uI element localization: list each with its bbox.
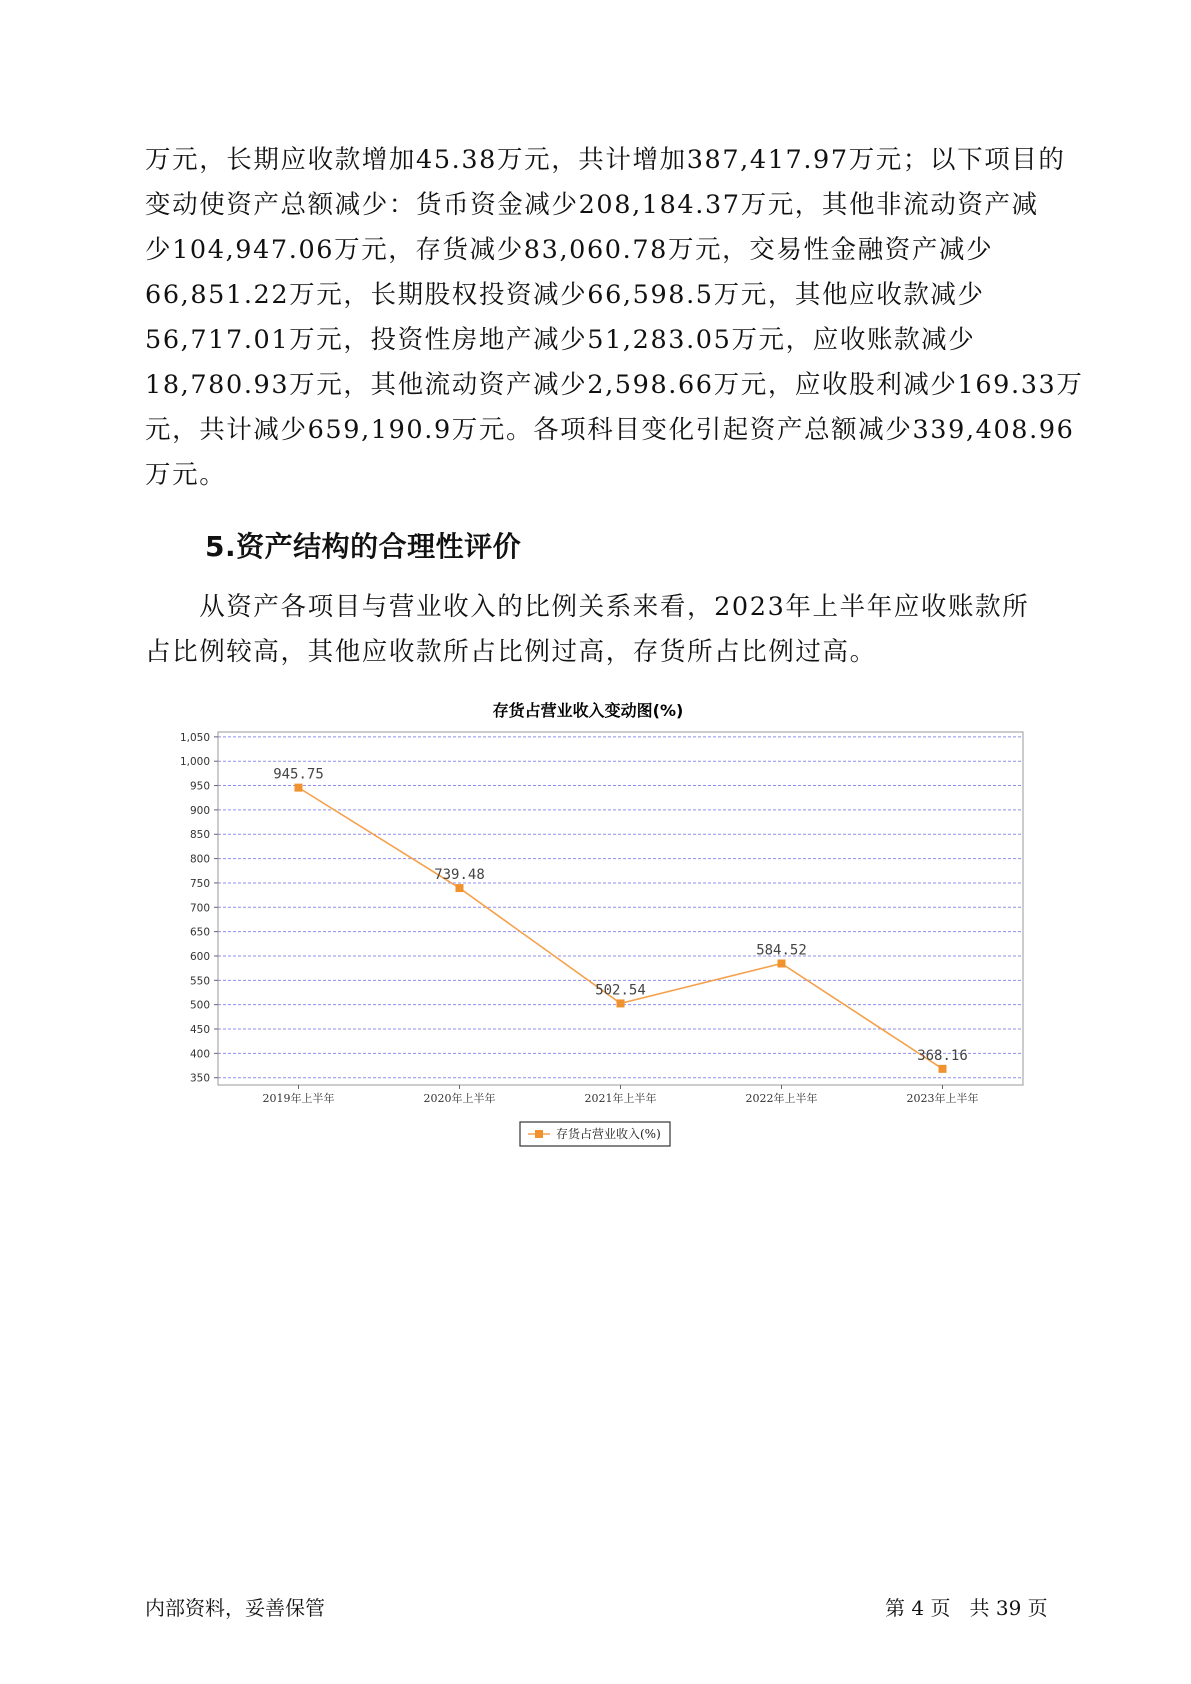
- chart-title: 存货占营业收入变动图(%): [492, 701, 684, 720]
- data-point: [456, 884, 464, 892]
- paragraph-line: 从资产各项目与营业收入的比例关系来看，2023年上半年应收账款所: [145, 592, 1030, 622]
- y-tick-label: 750: [189, 877, 210, 890]
- x-tick-label: 2023年上半年: [906, 1092, 979, 1105]
- x-axis-ticks: [263, 1085, 979, 1105]
- y-tick-label: 450: [189, 1024, 210, 1037]
- paragraph-line: 变动使资产总额减少：货币资金减少208,184.37万元，其他非流动资产减: [145, 190, 1039, 220]
- data-label: 502.54: [595, 982, 646, 999]
- data-point: [617, 999, 625, 1007]
- x-tick-label: 2020年上半年: [423, 1092, 496, 1105]
- y-tick-label: 800: [189, 853, 210, 866]
- data-label: 739.48: [434, 867, 485, 884]
- paragraph-line: 万元，长期应收款增加45.38万元，共计增加387,417.97万元；以下项目的: [145, 145, 1066, 175]
- x-tick-label: 2022年上半年: [745, 1092, 818, 1105]
- inventory-ratio-chart: [148, 695, 1028, 1155]
- data-point: [295, 784, 303, 792]
- data-point: [778, 960, 786, 968]
- paragraph-line: 56,717.01万元，投资性房地产减少51,283.05万元，应收账款减少: [145, 325, 976, 355]
- plot-area: [218, 732, 1023, 1085]
- x-tick-label: 2019年上半年: [262, 1092, 335, 1105]
- legend: [520, 1122, 670, 1146]
- legend-label: 存货占营业收入(%): [556, 1127, 661, 1141]
- y-tick-label: 500: [189, 999, 210, 1012]
- y-tick-label: 700: [189, 902, 210, 915]
- data-label: 584.52: [756, 942, 807, 959]
- data-label: 945.75: [273, 766, 324, 783]
- footer-confidential-note: 内部资料，妥善保管: [145, 1596, 325, 1620]
- y-tick-label: 900: [189, 804, 210, 817]
- paragraph-line: 66,851.22万元，长期股权投资减少66,598.5万元，其他应收款减少: [145, 280, 985, 310]
- y-tick-label: 850: [189, 829, 210, 842]
- paragraph-line: 元，共计减少659,190.9万元。各项科目变化引起资产总额减少339,408.96: [145, 415, 1075, 445]
- y-tick-label: 350: [189, 1072, 210, 1085]
- paragraph-line: 少104,947.06万元，存货减少83,060.78万元，交易性金融资产减少: [145, 235, 994, 265]
- paragraph-line: 占比例较高，其他应收款所占比例过高，存货所占比例过高。: [145, 637, 877, 667]
- section-heading: 5.资产结构的合理性评价: [205, 530, 522, 563]
- y-tick-label: 550: [189, 975, 210, 988]
- y-tick-label: 1,050: [179, 731, 210, 744]
- paragraph-line: 万元。: [145, 460, 227, 490]
- paragraph-line: 18,780.93万元，其他流动资产减少2,598.66万元，应收股利减少169.33万: [145, 370, 1084, 400]
- x-tick-label: 2021年上半年: [584, 1092, 657, 1105]
- paragraph-structure-evaluation: [145, 585, 1050, 675]
- y-tick-label: 400: [189, 1048, 210, 1061]
- paragraph-asset-changes: [145, 138, 1084, 498]
- data-label: 368.16: [917, 1047, 968, 1064]
- y-tick-label: 950: [189, 780, 210, 793]
- data-point: [939, 1065, 947, 1073]
- footer-page-number: 第 4 页 共 39 页: [885, 1596, 1048, 1620]
- y-axis-ticks: [180, 732, 218, 1085]
- y-tick-label: 650: [189, 926, 210, 939]
- legend-marker-icon: [535, 1130, 543, 1138]
- y-tick-label: 1,000: [179, 756, 210, 769]
- y-tick-label: 600: [189, 950, 210, 963]
- chart-svg: [148, 695, 1028, 1155]
